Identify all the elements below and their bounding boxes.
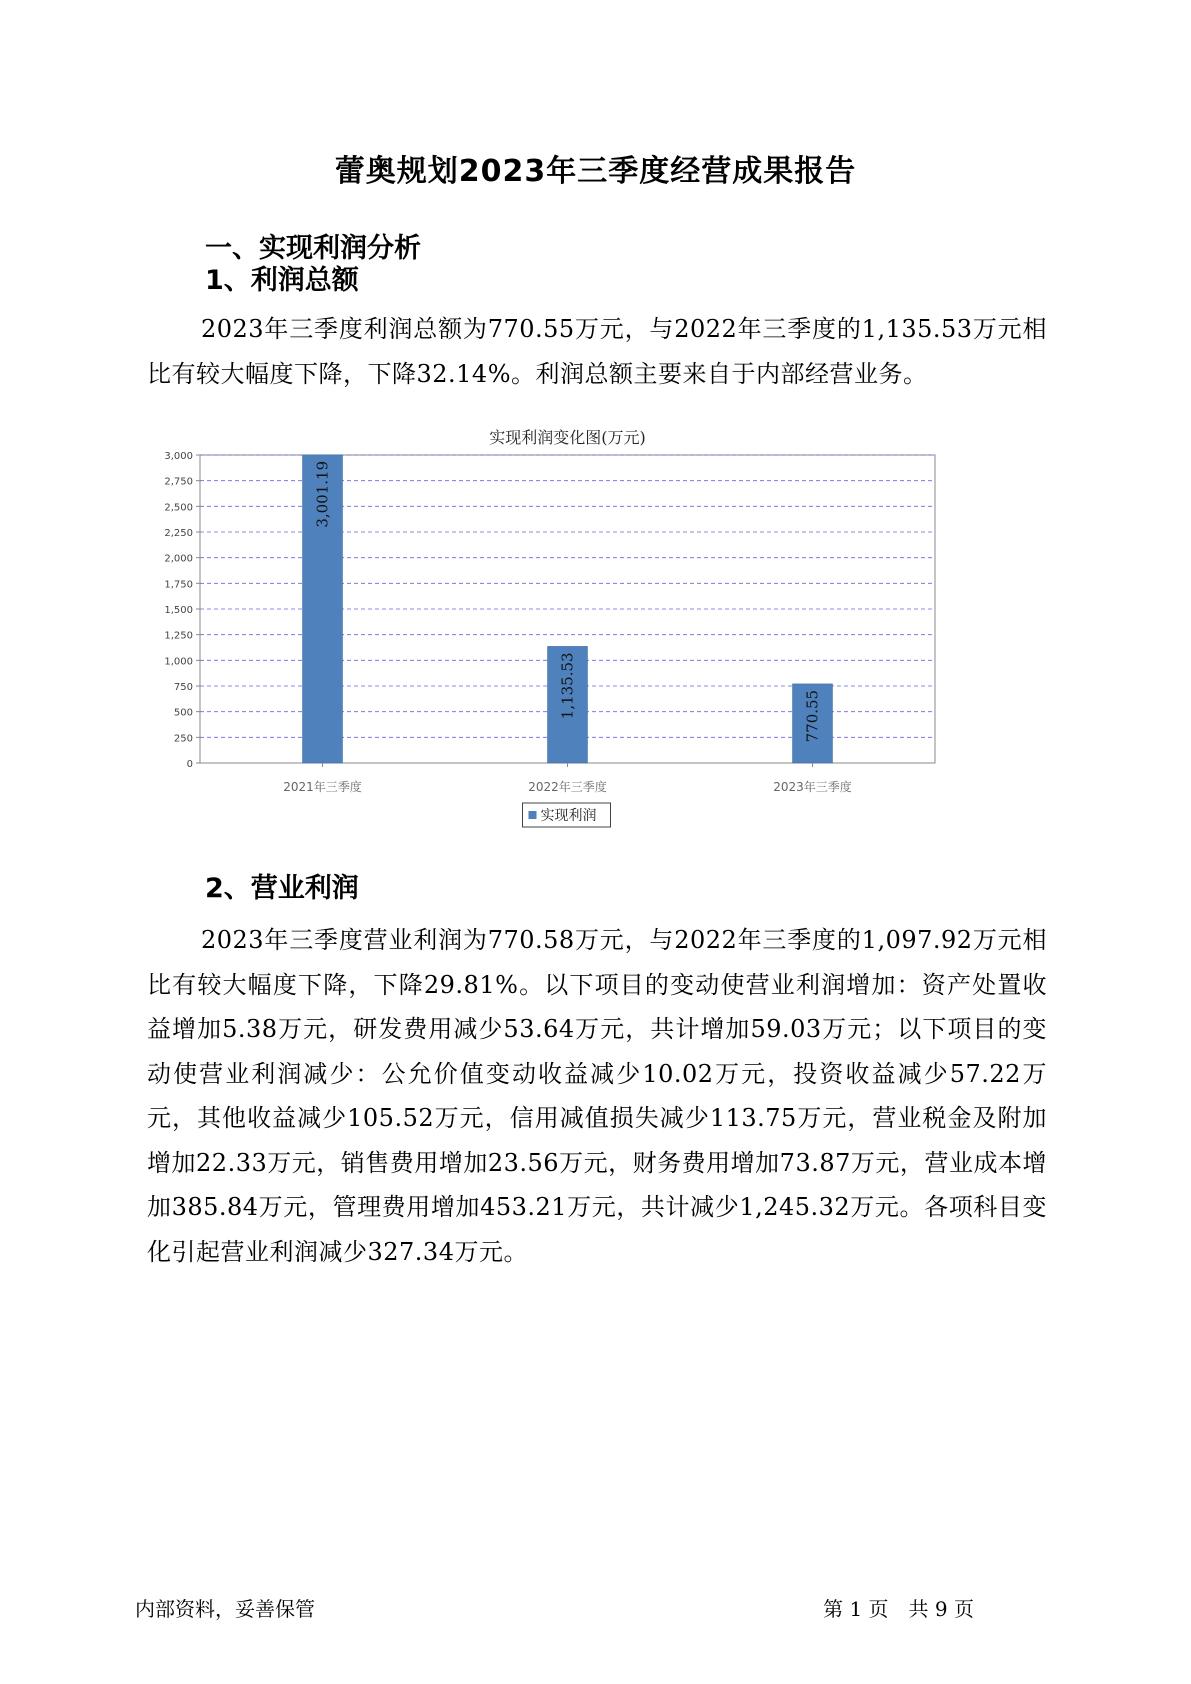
y-tick-label: 1,750 [164, 579, 193, 591]
section-heading: 一、实现利润分析 [205, 233, 421, 264]
bar-value-label: 770.55 [803, 689, 822, 743]
y-tick-label: 750 [173, 682, 193, 693]
paragraph-operating-profit: 2023年三季度营业利润为770.58万元，与2022年三季度的1,097.92万元相比有较大幅度下降，下降29.81%。以下项目的变动使营业利润增加：资产处置收益增加5.38万元，研发费用减少53.64万元，共计增加59.03万元；以下项目的变动使营业利润减少：公允价值变动收益减少10.02万元，投资收益减少57.22万元，其他收益减少105.52万元，信用减值损失减少113.75万元，营业税金及附加增加22.33万元，销售费用增加23.56万元，财务费用增加73.87万元，营业成本增加385.84万元，管理费用增加453.21万元，共计减少1,245.32万元。各项科目变化引起营业利润减少327.34万元。 [147, 926, 1047, 1266]
y-tick-label: 2,750 [164, 476, 193, 488]
footer-page-number: 第 1 页 共 9 页 [823, 1597, 974, 1621]
y-tick-label: 2,250 [164, 528, 193, 539]
y-tick-label: 3,000 [164, 451, 193, 462]
x-tick-label: 2023年三季度 [773, 780, 852, 794]
y-tick-label: 250 [173, 733, 193, 745]
legend-swatch [529, 811, 537, 819]
x-tick-label: 2021年三季度 [283, 780, 362, 794]
subsection-heading-profit-total: 1、利润总额 [205, 265, 359, 296]
page-title: 蕾奥规划2023年三季度经营成果报告 [334, 154, 857, 189]
bar-value-label: 3,001.19 [313, 460, 332, 528]
legend-label: 实现利润 [540, 808, 597, 824]
subsection-heading-operating-profit: 2、营业利润 [205, 873, 359, 904]
y-tick-label: 1,500 [164, 605, 193, 616]
y-tick-label: 1,250 [164, 630, 193, 642]
profit-bar-chart [160, 428, 1020, 905]
y-tick-label: 2,500 [164, 502, 193, 514]
chart-title: 实现利润变化图(万元) [489, 428, 646, 447]
paragraph-profit-total: 2023年三季度利润总额为770.55万元，与2022年三季度的1,135.53万元相比有较大幅度下降，下降32.14%。利润总额主要来自于内部经营业务。 [147, 315, 1047, 388]
y-tick-label: 2,000 [164, 553, 193, 565]
y-tick-label: 1,000 [164, 656, 193, 668]
x-tick-label: 2022年三季度 [528, 780, 607, 794]
y-tick-label: 500 [173, 707, 193, 719]
footer-confidential-note: 内部资料，妥善保管 [135, 1597, 315, 1621]
bar-value-label: 1,135.53 [558, 652, 577, 720]
y-tick-label: 0 [186, 759, 193, 770]
